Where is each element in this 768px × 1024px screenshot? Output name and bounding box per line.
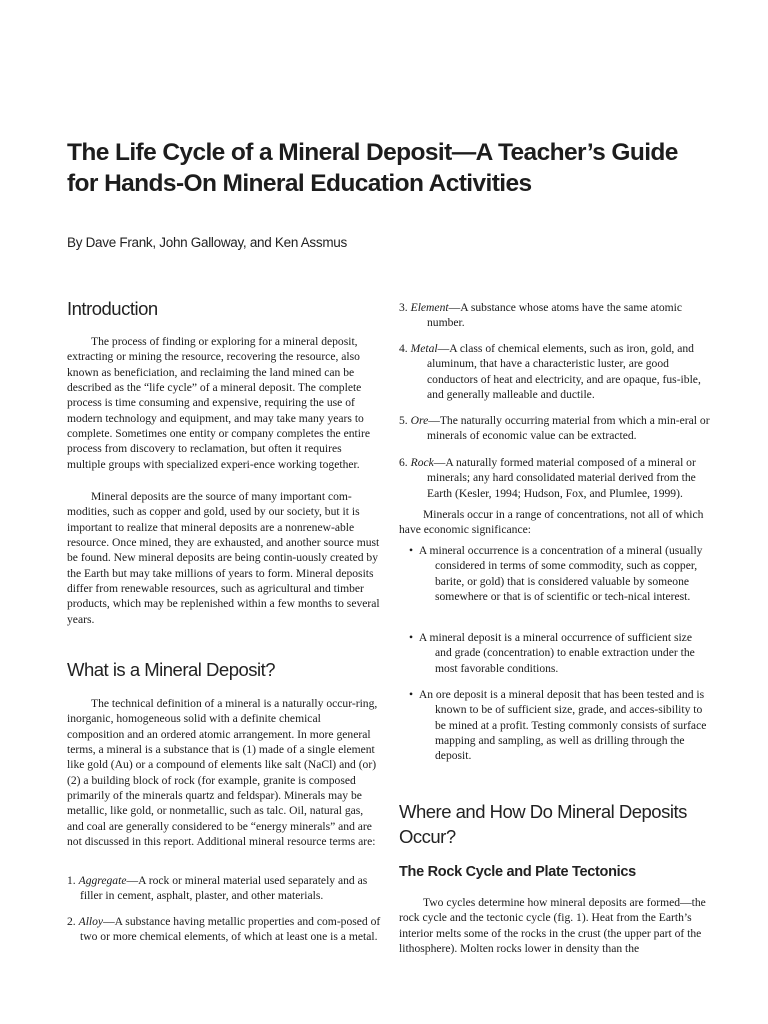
term-item-6: 6. Rock—A naturally formed material composed of a mineral or minerals; any hard consolidated material derived from the Earth (Kesler, 1994; Hudson, Fox, and Plumlee, 1999). [399,456,696,500]
concentrations-paragraph: Minerals occur in a range of concentrations, not all of which have economic significance: [399,508,704,537]
bullet-item-3: • An ore deposit is a mineral deposit that has been tested and is known to be of sufficient size, grade, and acces-sibility to be mined at a profit. Testing commonly consists of surface mapping and sampling, as well as drilling through the deposit. [409,688,707,763]
term-item-2: 2. Alloy—A substance having metallic properties and com-posed of two or more chemical elements, of which at least one is a metal. [67,915,381,944]
where-how-heading [399,799,687,849]
rock-cycle-paragraph: Two cycles determine how mineral deposits are formed—the rock cycle and the tectonic cycle (fig. 1). Heat from the Earth’s interior melts some of the rocks in the crust (the upper part of the lithosphere). Molten rocks lower in density than the [399,896,706,956]
term-item-4: 4. Metal—A class of chemical elements, such as iron, gold, and aluminum, that have a characteristic luster, are good conductors of heat and electricity, and are opaque, fus-ible, and generally malleable and ductile. [399,342,701,402]
page-title [67,137,747,199]
term-item-5: 5. Ore—The naturally occurring material from which a min-eral or minerals of economic value can be extracted. [399,414,710,443]
title-line-1: The Life Cycle of a Mineral Deposit—A Teacher’s Guide [67,139,678,166]
term-item-1: 1. Aggregate—A rock or mineral material used separately and as filler in cement, asphalt, plaster, and other materials. [67,874,368,903]
byline: By Dave Frank, John Galloway, and Ken Assmus [67,235,347,250]
what-is-heading: What is a Mineral Deposit? [67,659,276,680]
introduction-paragraph-1: The process of finding or exploring for a mineral deposit, extracting or mining the resource, recovering the resource, also known as beneficiation, and reclaiming the land mined can be described as the “life cycle” of a mineral deposit. The complete process is time consuming and expensive, requiring the use of modern technology and equipment, and may take many years to complete. Sometimes one entity or company completes the entire process from discovery to reclamation, but often it requires multiple groups with specialized experi-ence working together. [67,335,370,471]
title-line-2: for Hands-On Mineral Education Activities [67,170,532,197]
term-item-3: 3. Element—A substance whose atoms have the same atomic number. [399,301,683,330]
where-how-heading-line-1: Where and How Do Mineral Deposits [399,801,687,822]
bullet-item-2: • A mineral deposit is a mineral occurrence of sufficient size and grade (concentration) to enable extraction under the most favorable conditions. [409,631,695,675]
where-how-heading-line-2: Occur? [399,826,456,847]
introduction-heading: Introduction [67,298,158,319]
what-is-paragraph: The technical definition of a mineral is a naturally occur-ring, inorganic, homogeneous solid with a definite chemical composition and an ordered atomic arrangement. In more general terms, a mineral is a substance that is (1) made of a single element like gold (Au) or a compound of elements like salt (NaCl) and (or) (2) a building block of rock (for example, granite is composed primarily of the minerals quartz and feldspar). Minerals may be metallic, like gold, or nonmetallic, such as talc. Oil, natural gas, and coal are generally considered to be “energy minerals” and are not discussed in this report. Additional mineral resource terms are: [67,697,378,849]
rock-cycle-subheading: The Rock Cycle and Plate Tectonics [399,864,636,880]
bullet-item-1: • A mineral occurrence is a concentration of a mineral (usually considered in terms of some commodity, such as copper, barite, or gold) that is considered valuable by someone somewhere or that is of scientific or tech-nical interest. [409,544,703,604]
introduction-paragraph-2: Mineral deposits are the source of many important com-modities, such as copper and gold, used by our society, but it is important to realize that mineral deposits are a nonrenew-able resource. Once mined, they are exhausted, and another source must be found. New mineral deposits are being contin-uously created by the Earth but may take millions of years to form. Mineral deposits differ from renewable resources, such as agricultural and timber products, which may be replenished within a few months to several years. [67,490,380,626]
